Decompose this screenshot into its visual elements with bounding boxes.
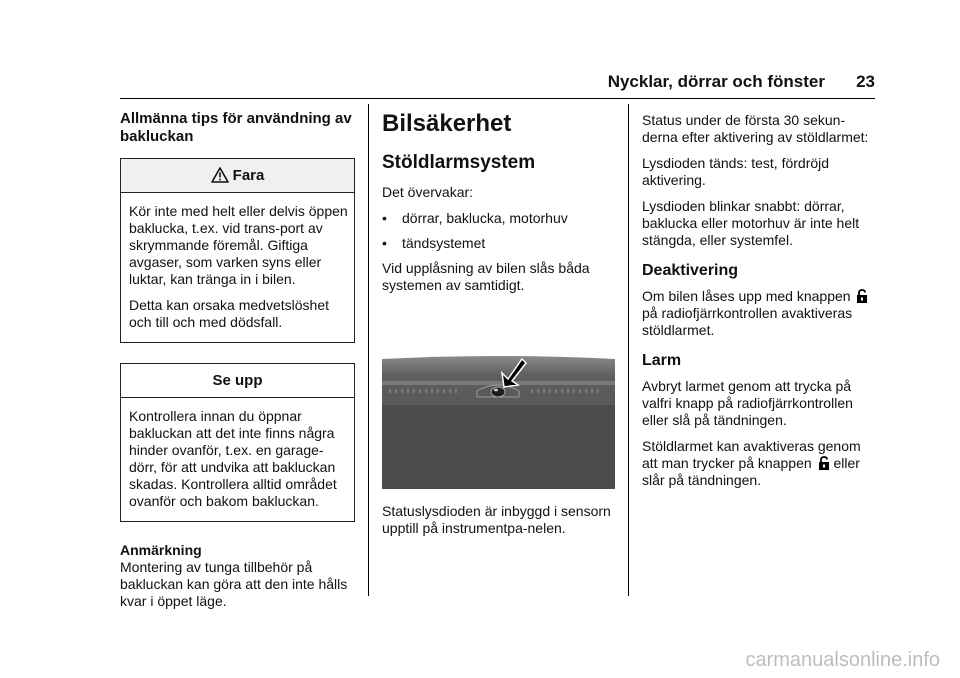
note-text: Montering av tunga tillbehör på bakluckan kan göra att den inte hålls kvar i öppet läge. — [120, 559, 348, 609]
danger-title: Fara — [232, 167, 265, 184]
unlock-key-icon — [818, 456, 830, 471]
list-item: • tändsystemet — [382, 235, 486, 251]
deactivation-text: Om bilen låses upp med knappen på radiofjärrkontrollen avaktiveras stöldlarmet. — [642, 288, 880, 339]
danger-box — [120, 158, 355, 343]
page-header — [120, 72, 875, 99]
unlock-key-icon — [856, 289, 868, 304]
photo-caption: Statuslysdioden är inbyggd i sensorn upptill på instrumentpa-nelen. — [382, 503, 611, 536]
monitor-intro: Det övervakar: — [382, 184, 474, 200]
warning-triangle-icon — [211, 167, 229, 183]
caution-title: Se upp — [121, 364, 354, 398]
status-steady: Lysdioden tänds: test, fördröjd aktivering. — [642, 155, 830, 188]
list-item: • dörrar, baklucka, motorhuv — [382, 210, 568, 226]
status-blinking: Lysdioden blinkar snabbt: dörrar, baklucka eller motorhuv är inte helt stängda, eller systemfel. — [642, 198, 860, 248]
note-heading: Anmärkning — [120, 542, 202, 558]
danger-text-1: Kör inte med helt eller delvis öppen baklucka, t.ex. vid trans-port av skrymmande föremål. Giftiga avgaser, som varken syns eller luktar, kan tränga in i bilen. — [129, 203, 348, 287]
watermark: carmanualsonline.info — [745, 649, 940, 671]
tips-heading: Allmänna tips för användning av bakluckan — [120, 110, 352, 145]
alarm-text-1: Avbryt larmet genom att trycka på valfri knapp på radiofjärrkontrollen eller slå på tändningen. — [642, 378, 853, 428]
dashboard-sensor-photo — [382, 355, 615, 489]
section-subtitle: Stöldlarmsystem — [382, 152, 536, 173]
bullet-text-2: tändsystemet — [402, 235, 486, 251]
danger-text-2: Detta kan orsaka medvetslöshet och till och med dödsfall. — [129, 297, 329, 330]
right-column — [642, 112, 880, 498]
deactivation-heading: Deaktivering — [642, 262, 739, 279]
alarm-heading: Larm — [642, 352, 682, 369]
running-title: Nycklar, dörrar och fönster — [607, 72, 825, 91]
bullet-text-1: dörrar, baklucka, motorhuv — [402, 210, 568, 226]
caution-box — [120, 363, 355, 522]
unlock-paragraph: Vid upplåsning av bilen slås båda systemen av samtidigt. — [382, 260, 590, 293]
alarm-text-2: Stöldlarmet kan avaktiveras genom att man trycker på knappen eller slår på tändningen. — [642, 438, 861, 488]
status-intro: Status under de första 30 sekun-derna efter aktivering av stöldlarmet: — [642, 112, 869, 145]
caution-text: Kontrollera innan du öppnar bakluckan att det inte finns några hinder ovanför, t.ex. en garage-dörr, för att undvika att bakluckan skadas. Kontrollera alltid området ovanför och bakom bakluckan. — [129, 408, 337, 509]
middle-column — [382, 110, 615, 546]
column-divider-2 — [628, 104, 629, 596]
column-divider-1 — [368, 104, 369, 596]
left-column — [120, 110, 355, 619]
section-title: Bilsäkerhet — [382, 110, 512, 137]
danger-box-header — [121, 159, 354, 193]
page-number: 23 — [856, 72, 875, 91]
